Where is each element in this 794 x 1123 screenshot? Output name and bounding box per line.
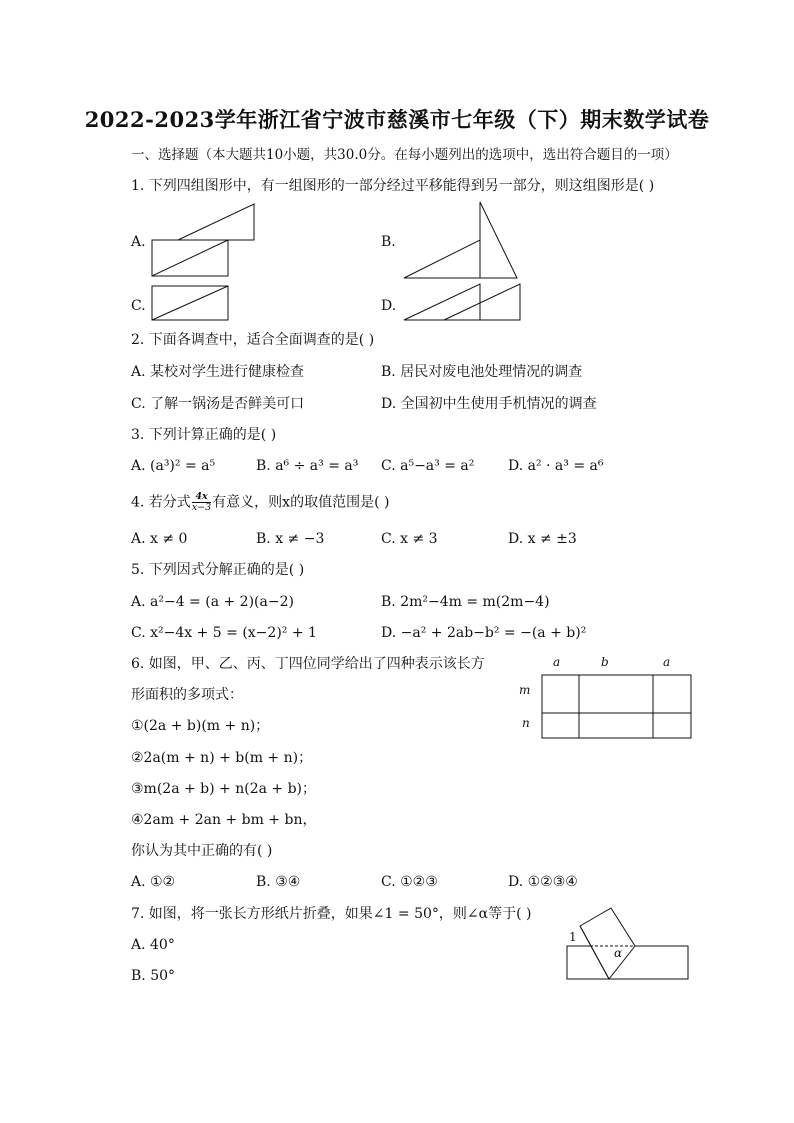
q5-option-a: A. a²−4 = (a + 2)(a−2)	[131, 594, 294, 610]
q6-expression-4: ④2am + 2an + bm + bn，	[131, 812, 317, 828]
q3-option-d: D. a² · a³ = a⁶	[508, 458, 604, 474]
q4-stem	[131, 492, 389, 513]
q6-option-d: D. ①②③④	[508, 874, 578, 890]
q3-option-a: A. (a³)² = a⁵	[131, 458, 216, 474]
q3-option-b: B. a⁶ ÷ a³ = a³	[256, 458, 359, 474]
q6-label-n: n	[522, 716, 530, 730]
q6-stem-line1: 6. 如图，甲、乙、丙、丁四位同学给出了四种表示该长方	[131, 656, 485, 672]
q7-alpha-label: α	[614, 946, 623, 960]
q3-option-c: C. a⁵−a³ = a²	[381, 458, 475, 474]
q6-rectangle-figure	[541, 674, 693, 740]
q7-stem: 7. 如图，将一张长方形纸片折叠，如果∠1 = 50°，则∠α等于( )	[131, 906, 532, 922]
q7-angle-1-label: 1	[569, 930, 577, 944]
q6-label-m: m	[519, 683, 531, 697]
q1-option-a: A.	[131, 234, 146, 250]
q4-option-d: D. x ≠ ±3	[508, 531, 577, 547]
q6-expression-1: ①(2a + b)(m + n)；	[131, 718, 270, 734]
q5-option-b: B. 2m²−4m = m(2m−4)	[381, 594, 550, 610]
q1-option-b: B.	[381, 234, 396, 250]
q2-stem: 2. 下面各调查中，适合全面调查的是( )	[131, 332, 375, 348]
q6-stem-line2: 形面积的多项式：	[131, 687, 243, 703]
q6-label-a-right: a	[663, 655, 671, 669]
q6-question: 你认为其中正确的有( )	[131, 843, 273, 859]
q2-option-c: C. 了解一锅汤是否鲜美可口	[131, 396, 305, 412]
q7-option-a: A. 40°	[131, 937, 175, 953]
q7-folded-paper-figure	[560, 904, 694, 982]
q1-figure-a	[150, 202, 260, 278]
q4-stem-suffix: 有意义，则x的取值范围是( )	[212, 494, 390, 511]
q1-option-d: D.	[381, 298, 397, 314]
q4-stem-prefix: 4. 若分式	[131, 494, 191, 511]
q2-option-b: B. 居民对废电池处理情况的调查	[381, 364, 583, 380]
q1-option-c: C.	[131, 298, 146, 314]
q6-option-b: B. ③④	[256, 874, 301, 890]
q1-figure-d	[402, 282, 524, 324]
q7-option-b: B. 50°	[131, 968, 176, 984]
q4-option-a: A. x ≠ 0	[131, 531, 188, 547]
q3-stem: 3. 下列计算正确的是( )	[131, 427, 277, 443]
q4-fraction	[192, 492, 211, 513]
q4-fraction-denominator: x−3	[191, 502, 212, 513]
q5-option-c: C. x²−4x + 5 = (x−2)² + 1	[131, 625, 317, 641]
q6-expression-2: ②2a(m + n) + b(m + n)；	[131, 750, 313, 766]
q2-option-a: A. 某校对学生进行健康检查	[131, 364, 305, 380]
q6-option-a: A. ①②	[131, 874, 176, 890]
q1-stem: 1. 下列四组图形中，有一组图形的一部分经过平移能得到另一部分，则这组图形是( )	[131, 178, 655, 194]
q1-figure-c	[150, 284, 232, 324]
q6-label-a-left: a	[553, 655, 561, 669]
q6-option-c: C. ①②③	[381, 874, 438, 890]
q4-fraction-numerator: 4x	[192, 492, 211, 503]
section-heading: 一、选择题（本大题共10小题，共30.0分。在每小题列出的选项中，选出符合题目的一项）	[131, 147, 678, 163]
q4-option-c: C. x ≠ 3	[381, 531, 438, 547]
page-title: 2022-2023学年浙江省宁波市慈溪市七年级（下）期末数学试卷	[84, 107, 710, 132]
q5-stem: 5. 下列因式分解正确的是( )	[131, 562, 305, 578]
q5-option-d: D. −a² + 2ab−b² = −(a + b)²	[381, 625, 587, 641]
q1-figure-b	[402, 200, 522, 280]
q6-label-b: b	[601, 655, 609, 669]
q2-option-d: D. 全国初中生使用手机情况的调查	[381, 396, 597, 412]
q4-option-b: B. x ≠ −3	[256, 531, 325, 547]
q6-expression-3: ③m(2a + b) + n(2a + b)；	[131, 781, 317, 797]
